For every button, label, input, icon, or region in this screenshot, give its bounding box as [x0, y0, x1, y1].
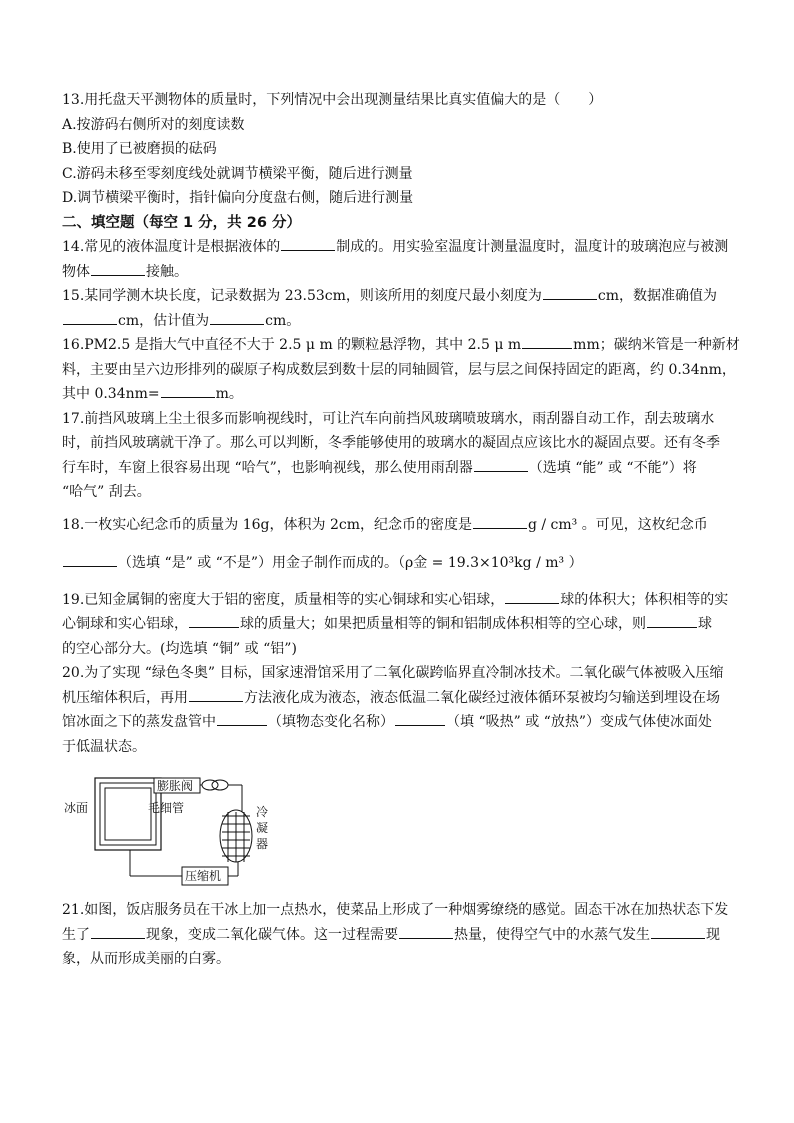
answer-blank[interactable]: [63, 551, 117, 567]
q18-line2: （选填 “是” 或 “不是”）用金子制作而成的。（ρ金 = 19.3×10³kg / m³ ）: [62, 551, 742, 576]
q20-line2: 机压缩体积后，再用 方法液化成为液态，液态低温二氧化碳经过液体循环泵被均匀输送到埋设在场: [62, 686, 742, 711]
answer-blank[interactable]: [91, 260, 145, 276]
q20-line3: 馆冰面之下的蒸发盘管中 （填物态变化名称） （填 “吸热” 或 “放热”）变成气体使冰面处: [62, 710, 742, 735]
q13-stem: 13.用托盘天平测物体的质量时，下列情况中会出现测量结果比真实值偏大的是（ ）: [62, 92, 603, 108]
q16-line2: 料，主要由呈六边形排列的碳原子构成数层到数十层的同轴圆管，层与层之间保持固定的距离，约 0.34nm，: [62, 361, 736, 378]
q17-line3: 行车时，车窗上很容易出现 “哈气”，也影响视线，那么使用雨刮器 （选填 “能” 或 “不能”）将: [62, 456, 742, 481]
q17-line4: “哈气” 刮去。: [62, 484, 151, 500]
q20-line4: 于低温状态。: [62, 738, 146, 755]
answer-blank[interactable]: [651, 923, 705, 939]
q15-line1: 15.某同学测木块长度，记录数据为 23.53cm，则该所用的刻度尺最小刻度为 cm，数据准确值为: [62, 284, 742, 309]
answer-blank[interactable]: [399, 923, 453, 939]
q15-line2: cm，估计值为 cm。: [62, 309, 742, 334]
compressor-label: 压缩机: [185, 869, 222, 883]
answer-blank[interactable]: [217, 710, 267, 726]
answer-blank[interactable]: [474, 456, 528, 472]
q17-line2: 时，前挡风玻璃就干净了。那么可以判断，冬季能够使用的玻璃水的凝固点应该比水的凝固点要。还有冬季: [62, 435, 720, 451]
q14-line1: 14.常见的液体温度计是根据液体的 制成的。用实验室温度计测量温度时，温度计的玻璃泡应与被测: [62, 235, 742, 260]
answer-blank[interactable]: [395, 710, 445, 726]
answer-blank[interactable]: [647, 612, 697, 628]
q21-line2: 生了 现象，变成二氧化碳气体。这一过程需要 热量，使得空气中的水蒸气发生 现: [62, 923, 742, 948]
answer-blank[interactable]: [505, 588, 559, 604]
question-page: [62, 88, 742, 759]
q16-line1: 16.PM2.5 是指大气中直径不大于 2.5 μ m 的颗粒悬浮物，其中 2.5 μ m mm；碳纳米管是一种新材: [62, 333, 742, 358]
refrigeration-diagram-svg: [62, 772, 282, 890]
answer-blank[interactable]: [473, 513, 527, 529]
answer-blank[interactable]: [189, 686, 243, 702]
answer-blank[interactable]: [543, 284, 597, 300]
q14-line2: 物体 接触。: [62, 260, 742, 285]
condenser-label-1: 冷: [256, 805, 269, 819]
condenser-label-2: 凝: [256, 821, 269, 835]
refrigeration-diagram: [62, 772, 282, 890]
q17-line1: 17.前挡风玻璃上尘土很多而影响视线时，可让汽车向前挡风玻璃喷玻璃水，雨刮器自动工作，刮去玻璃水: [62, 410, 715, 427]
q19-line2: 心铜球和实心铝球， 球的质量大；如果把质量相等的铜和铝制成体积相等的空心球，则 球: [62, 612, 742, 637]
q13-option-b: B.使用了已被磨损的砝码: [62, 141, 217, 157]
q21-line1: 21.如图，饭店服务员在干冰上加一点热水，使菜品上形成了一种烟雾缭绕的感觉。固态干冰在加热状态下发: [62, 902, 729, 918]
answer-blank[interactable]: [161, 382, 215, 398]
q19-line3: 的空心部分大。(均选填 “铜” 或 “铝”): [62, 640, 297, 657]
q13-option-d: D.调节横梁平衡时，指针偏向分度盘右侧，随后进行测量: [62, 190, 414, 206]
valve-label: 膨胀阀: [157, 779, 194, 793]
answer-blank[interactable]: [522, 333, 572, 349]
capillary-label: 毛细管: [148, 801, 185, 815]
q18-line1: 18.一枚实心纪念币的质量为 16g，体积为 2cm，纪念币的密度是 g / cm³ 。可见，这枚纪念币: [62, 513, 742, 538]
answer-blank[interactable]: [210, 309, 264, 325]
q19-line1: 19.已知金属铜的密度大于铝的密度，质量相等的实心铜球和实心铝球， 球的体积大；体积相等的实: [62, 588, 742, 613]
q13-option-c: C.游码未移至零刻度线处就调节横梁平衡，随后进行测量: [62, 165, 413, 182]
q13-option-a: A.按游码右侧所对的刻度读数: [62, 116, 245, 133]
answer-blank[interactable]: [63, 309, 117, 325]
answer-blank[interactable]: [189, 612, 239, 628]
q16-line3: 其中 0.34nm= m。: [62, 382, 742, 407]
q21-line3: 象，从而形成美丽的白雾。: [62, 951, 230, 967]
ice-label: 冰面: [64, 801, 89, 815]
answer-blank[interactable]: [91, 923, 145, 939]
answer-blank[interactable]: [281, 235, 335, 251]
section-heading: 二、填空题（每空 1 分，共 26 分）: [62, 214, 301, 231]
question-page-bottom: [62, 898, 742, 972]
condenser-label-3: 器: [256, 837, 269, 851]
q20-line1: 20.为了实现 “绿色冬奥” 目标，国家速滑馆采用了二氧化碳跨临界直冷制冰技术。二氧化碳气体被吸入压缩: [62, 665, 724, 681]
